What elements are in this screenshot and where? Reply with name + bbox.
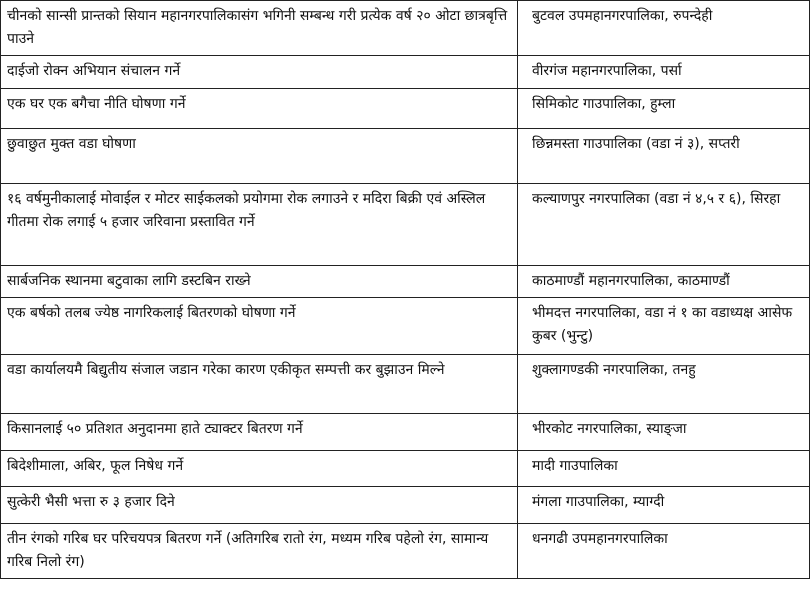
local-body-cell	[518, 184, 810, 266]
local-body-text: कल्याणपुर नगरपालिका (वडा नं ४,५ र ६), सिरहा	[532, 191, 781, 207]
decision-text: किसानलाई ५० प्रतिशत अनुदानमा हाते ट्याक्टर बितरण गर्ने	[7, 421, 303, 437]
decision-text: तीन रंगको गरिब घर परिचयपत्र बितरण गर्ने (अतिगरिब रातो रंग, मध्यम गरिब पहेलो रंग, सामान्य गरिब निलो रंग)	[7, 531, 489, 570]
table-row	[1, 1, 810, 56]
decision-cell	[1, 414, 518, 451]
local-body-text: धनगढी उपमहानगरपालिका	[532, 531, 668, 547]
table-row	[1, 451, 810, 487]
local-body-cell	[518, 89, 810, 129]
decision-text: १६ वर्षमुनीकालाई मोवाईल र मोटर साईकलको प्रयोगमा रोक लगाउने र मदिरा बिक्री एवं अस्लिल गीतमा रोक लगाई ५ हजार जरिवाना प्रस्तावित गर्ने	[7, 191, 486, 230]
local-body-cell	[518, 56, 810, 89]
table-row	[1, 56, 810, 89]
decision-text: चीनको सान्सी प्रान्तको सियान महानगरपालिकासंग भगिनी सम्बन्ध गरी प्रत्येक वर्ष २० ओटा छात्रबृत्ति पाउने	[7, 8, 508, 47]
decision-text: छुवाछुत मुक्त वडा घोषणा	[7, 136, 136, 152]
decision-text: सार्बजनिक स्थानमा बटुवाका लागि डस्टबिन राख्ने	[7, 273, 251, 289]
decision-cell	[1, 298, 518, 355]
decision-text: वडा कार्यालयमै बिद्युतीय संजाल जडान गरेका कारण एकीकृत सम्पत्ती कर बुझाउन मिल्ने	[7, 362, 445, 378]
decision-cell	[1, 56, 518, 89]
table-row	[1, 414, 810, 451]
decision-cell	[1, 129, 518, 184]
decision-cell	[1, 355, 518, 414]
local-body-cell	[518, 451, 810, 487]
decision-cell	[1, 487, 518, 524]
local-body-cell	[518, 355, 810, 414]
local-body-text: शुक्लागण्डकी नगरपालिका, तनहु	[532, 362, 696, 378]
local-body-cell	[518, 524, 810, 579]
local-body-text: भीरकोट नगरपालिका, स्याङ्जा	[532, 421, 687, 437]
table-row	[1, 266, 810, 298]
local-body-cell	[518, 1, 810, 56]
decision-text: दाईजो रोक्न अभियान संचालन गर्ने	[7, 63, 181, 79]
decision-text: एक बर्षको तलब ज्येष्ठ नागरिकलाई बितरणको घोषणा गर्ने	[7, 305, 296, 321]
local-body-cell	[518, 487, 810, 524]
decision-text: बिदेशीमाला, अबिर, फूल निषेध गर्ने	[7, 458, 184, 474]
local-body-text: बुटवल उपमहानगरपालिका, रुपन्देही	[532, 8, 713, 24]
local-body-text: भीमदत्त नगरपालिका, वडा नं १ का वडाध्यक्ष आसेफ कुबर (भुन्टु)	[532, 305, 793, 344]
decision-cell	[1, 1, 518, 56]
local-body-text: मादी गाउपालिका	[532, 458, 618, 474]
local-body-cell	[518, 266, 810, 298]
local-body-text: सिमिकोट गाउपालिका, हुम्ला	[532, 96, 676, 112]
decision-cell	[1, 451, 518, 487]
table-row	[1, 355, 810, 414]
decision-cell	[1, 266, 518, 298]
decision-cell	[1, 524, 518, 579]
decision-text: एक घर एक बगैचा नीति घोषणा गर्ने	[7, 96, 186, 112]
local-body-cell	[518, 129, 810, 184]
local-body-cell	[518, 414, 810, 451]
local-body-cell	[518, 298, 810, 355]
decision-text: सुत्केरी भैसी भत्ता रु ३ हजार दिने	[7, 494, 175, 510]
table-row	[1, 487, 810, 524]
decision-cell	[1, 184, 518, 266]
local-body-text: वीरगंज महानगरपालिका, पर्सा	[532, 63, 682, 79]
local-body-text: छिन्नमस्ता गाउपालिका (वडा नं ३), सप्तरी	[532, 136, 740, 152]
table-row	[1, 524, 810, 579]
local-body-text: मंगला गाउपालिका, म्याग्दी	[532, 494, 665, 510]
table-row	[1, 89, 810, 129]
table-row	[1, 184, 810, 266]
table-row	[1, 129, 810, 184]
table-row	[1, 298, 810, 355]
local-body-text: काठमाण्डौं महानगरपालिका, काठमाण्डौं	[532, 273, 730, 289]
decision-cell	[1, 89, 518, 129]
